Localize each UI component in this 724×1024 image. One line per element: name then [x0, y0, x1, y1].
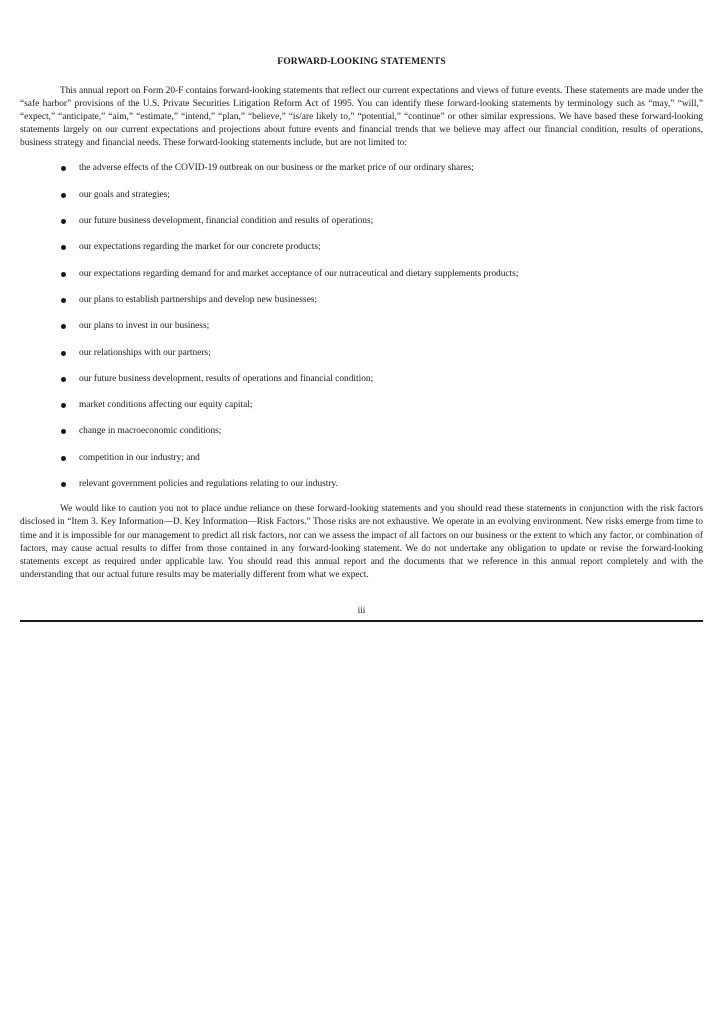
- bullet-icon: [61, 324, 66, 329]
- list-item: [20, 478, 703, 504]
- list-item-text: market conditions affecting our equity capital;: [79, 400, 253, 411]
- bullet-icon: [61, 193, 66, 198]
- closing-paragraph: We would like to caution you not to place undue reliance on these forward-looking statements and you should read these statements in conjunction with the risk factors disclosed in “Item 3. Key Information—D. Key Information—Risk Factors.” Those risks are not exhaustive. We operate in an evolving environment. New risks emerge from time to time and it is impossible for our management to predict all risk factors, nor can we assess the impact of all factors on our business or the extent to which any factor, or combination of factors, may cause actual results to differ from those contained in any forward-looking statement. We do not undertake any obligation to update or revise the forward-looking statements except as required under applicable law. You should read this annual report and the documents that we reference in this annual report completely and with the understanding that our actual future results may be materially different from what we expect.: [20, 504, 703, 580]
- list-item-text: our future business development, results of operations and financial condition;: [79, 373, 374, 384]
- list-item: [20, 268, 703, 294]
- document-page: [20, 56, 703, 622]
- list-item: [20, 320, 703, 346]
- list-item-text: our plans to invest in our business;: [79, 321, 210, 332]
- list-item-text: our relationships with our partners;: [79, 347, 211, 358]
- list-item: [20, 294, 703, 320]
- list-item: [20, 241, 703, 267]
- bullet-icon: [61, 429, 66, 434]
- list-item: [20, 215, 703, 241]
- list-item: [20, 373, 703, 399]
- list-item-text: the adverse effects of the COVID-19 outbreak on our business or the market price of our ordinary shares;: [79, 163, 474, 174]
- list-item-text: competition in our industry; and: [79, 452, 200, 463]
- list-item: [20, 399, 703, 425]
- list-item: [20, 189, 703, 215]
- list-item-text: relevant government policies and regulations relating to our industry.: [79, 479, 338, 490]
- intro-paragraph: This annual report on Form 20-F contains forward-looking statements that reflect our current expectations and views of future events. These statements are made under the “safe harbor” provisions of the U.S. Private Securities Litigation Reform Act of 1995. You can identify these forward-looking statements by terminology such as “may,” “will,” “expect,” “anticipate,” “aim,” “estimate,” “intend,” “plan,” “believe,” “is/are likely to,” “potential,” “continue” or other similar expressions. We have based these forward-looking statements largely on our current expectations and projections about future events and financial trends that we believe may affect our financial condition, results of operations, business strategy and financial needs. These forward-looking statements include, but are not limited to:: [20, 86, 703, 149]
- bullet-icon: [61, 403, 66, 408]
- bullet-icon: [61, 219, 66, 224]
- list-item: [20, 162, 703, 188]
- bullet-icon: [61, 351, 66, 356]
- bullet-icon: [61, 245, 66, 250]
- page-number: iii: [357, 605, 366, 616]
- bullet-icon: [61, 166, 66, 171]
- list-item: [20, 425, 703, 451]
- bullet-icon: [61, 272, 66, 277]
- list-item-text: our plans to establish partnerships and develop new businesses;: [79, 294, 317, 305]
- section-title: FORWARD-LOOKING STATEMENTS: [277, 56, 446, 67]
- list-item: [20, 452, 703, 478]
- bullet-icon: [61, 377, 66, 382]
- list-item-text: our expectations regarding demand for and market acceptance of our nutraceutical and dietary supplements products;: [79, 268, 519, 279]
- list-item-text: change in macroeconomic conditions;: [79, 426, 222, 437]
- list-item-text: our goals and strategies;: [79, 189, 170, 200]
- footer-divider: [20, 620, 703, 622]
- bullet-icon: [61, 482, 66, 487]
- bullet-icon: [61, 456, 66, 461]
- bullet-icon: [61, 298, 66, 303]
- list-item-text: our future business development, financial condition and results of operations;: [79, 216, 374, 227]
- forward-looking-list: [20, 162, 703, 504]
- list-item-text: our expectations regarding the market for our concrete products;: [79, 242, 321, 253]
- list-item: [20, 347, 703, 373]
